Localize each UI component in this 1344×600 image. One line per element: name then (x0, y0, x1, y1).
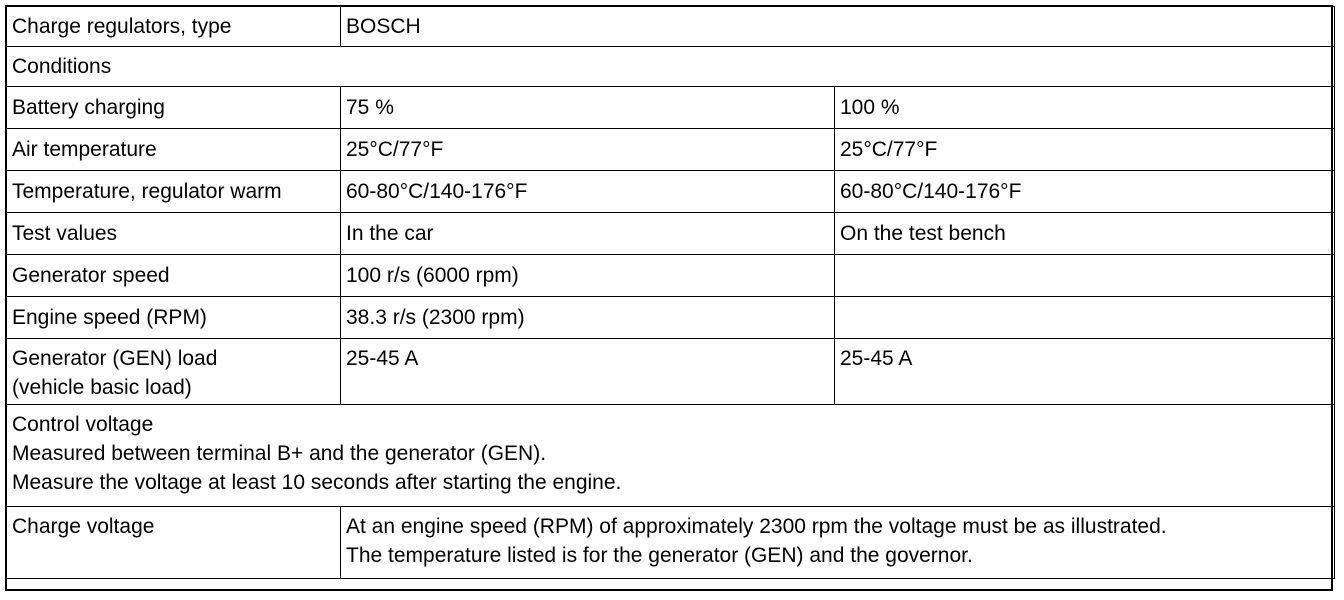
table-row (7, 297, 1335, 339)
generator-load-label-line2: (vehicle basic load) (12, 376, 192, 399)
control-voltage-title: Control voltage (12, 413, 154, 436)
charge-voltage-line1: At an engine speed (RPM) of approximately 2300 rpm the voltage must be as illustrated. (346, 515, 1167, 538)
generator-speed-bench (835, 255, 1335, 297)
generator-load-bench: 25-45 A (835, 339, 1335, 405)
regulator-warm-label: Temperature, regulator warm (7, 171, 341, 213)
table-row (7, 129, 1335, 171)
table-row (7, 87, 1335, 129)
row-generator-load (7, 339, 1335, 405)
row-conditions (7, 47, 1335, 87)
row-control-voltage (7, 405, 1335, 507)
air-temperature-label: Air temperature (7, 129, 341, 171)
test-values-bench: On the test bench (835, 213, 1335, 255)
regulator-type-value: BOSCH (341, 7, 1335, 47)
regulator-type-label: Charge regulators, type (7, 7, 341, 47)
spec-table (6, 6, 1335, 579)
table-row (7, 213, 1335, 255)
conditions-header: Conditions (7, 47, 1335, 87)
generator-load-label-line1: Generator (GEN) load (12, 347, 218, 370)
test-values-car: In the car (341, 213, 835, 255)
row-regulator-type (7, 7, 1335, 47)
engine-speed-bench (835, 297, 1335, 339)
test-values-label: Test values (7, 213, 341, 255)
row-charge-voltage (7, 507, 1335, 579)
air-temperature-car: 25°C/77°F (341, 129, 835, 171)
control-voltage-measure: Measured between terminal B+ and the generator (GEN). (12, 442, 547, 465)
battery-charging-bench: 100 % (835, 87, 1335, 129)
charge-voltage-line2: The temperature listed is for the generator (GEN) and the governor. (346, 544, 973, 567)
generator-speed-label: Generator speed (7, 255, 341, 297)
regulator-warm-car: 60-80°C/140-176°F (341, 171, 835, 213)
charge-voltage-text (341, 507, 1335, 579)
generator-load-label (7, 339, 341, 405)
regulator-warm-bench: 60-80°C/140-176°F (835, 171, 1335, 213)
table-row (7, 255, 1335, 297)
charge-voltage-label: Charge voltage (7, 507, 341, 579)
battery-charging-label: Battery charging (7, 87, 341, 129)
table-row (7, 171, 1335, 213)
engine-speed-car: 38.3 r/s (2300 rpm) (341, 297, 835, 339)
generator-speed-car: 100 r/s (6000 rpm) (341, 255, 835, 297)
battery-charging-car: 75 % (341, 87, 835, 129)
air-temperature-bench: 25°C/77°F (835, 129, 1335, 171)
generator-load-car: 25-45 A (341, 339, 835, 405)
control-voltage-cell (7, 405, 1335, 507)
engine-speed-label: Engine speed (RPM) (7, 297, 341, 339)
control-voltage-timing: Measure the voltage at least 10 seconds after starting the engine. (12, 471, 622, 494)
